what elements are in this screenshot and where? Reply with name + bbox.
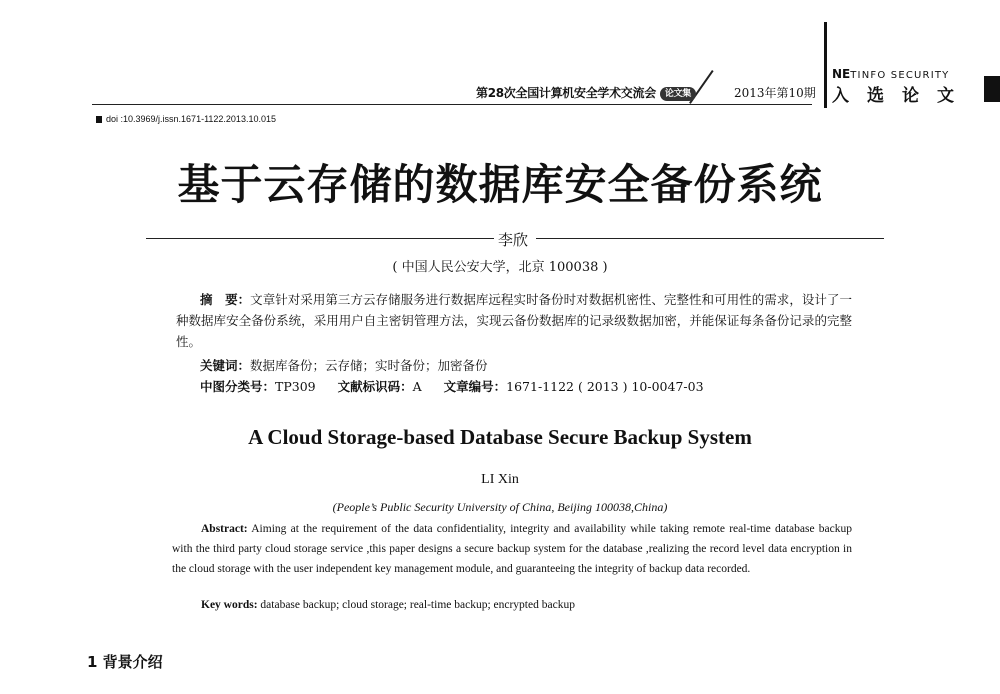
abstract-en-text: Aiming at the requirement of the data confidentiality, integrity and availability while taking remote real-time database backup with the third party cloud storage service ,this paper designs a secure backup system for the database ,realizing the record level data encryption in the cloud storage with the user independent key management module, and guaranteeing the integrity of backup data recorded. (172, 523, 853, 575)
conference-name (476, 84, 696, 101)
article-value: 1671-1122 ( 2013 ) 10-0047-03 (506, 379, 704, 394)
doi-line (96, 114, 276, 124)
journal-brand-logo (832, 67, 949, 81)
brand-info-security: TINFO SECURITY (850, 70, 950, 81)
section-heading: 1 背景介绍 (87, 653, 163, 671)
doc-value: A (412, 379, 422, 394)
abstract-en-label: Abstract: (201, 523, 248, 535)
clc-value: TP309 (275, 379, 316, 394)
keywords-en (201, 599, 575, 611)
keywords-cn-label: 关键词： (200, 358, 251, 373)
document-code (338, 379, 422, 394)
author-name-cn: 李欣 (498, 231, 529, 249)
abstract-cn (176, 289, 852, 352)
header-rule (92, 104, 812, 105)
abstract-cn-label: 摘 要： (200, 292, 251, 307)
abstract-cn-text: 文章针对采用第三方云存储服务进行数据库远程实时备份时对数据机密性、完整性和可用性的需求，设计了一种数据库安全备份系统，采用用户自主密钥管理方法，实现云备份数据库的记录级数据加密，并能保证每条备份记录的完整性。 (176, 292, 852, 349)
classification-line (200, 377, 722, 395)
brand-vertical-bar (824, 22, 827, 108)
conference-title: 第28次全国计算机安全学术交流会 (476, 86, 656, 100)
doc-label: 文献标识码： (337, 379, 413, 394)
brand-net: NE (832, 67, 851, 81)
doi-text: doi :10.3969/j.issn.1671-1122.2013.10.015 (106, 114, 276, 124)
affiliation-cn: ( 中国人民公安大学，北京 100038 ) (392, 260, 608, 275)
brand-black-block (984, 76, 1000, 102)
keywords-en-text: database backup; cloud storage; real-time backup; encrypted backup (260, 599, 575, 611)
affiliation-en: (People’s Public Security University of China, Beijing 100038,China) (332, 500, 668, 514)
author-line-cn (146, 229, 884, 249)
clc-label: 中图分类号： (200, 379, 276, 394)
proceedings-badge: 论文集 (660, 87, 696, 101)
article-label: 文章编号： (443, 379, 507, 394)
author-name-en: LI Xin (481, 472, 519, 487)
clc-number (200, 379, 316, 394)
paper-title-cn: 基于云存储的数据库安全备份系统 (177, 160, 823, 209)
keywords-cn-text: 数据库备份；云存储；实时备份；加密备份 (250, 358, 488, 373)
author-rule-left (146, 238, 494, 239)
author-rule-right (536, 238, 884, 239)
abstract-en (172, 519, 852, 579)
paper-title-en: A Cloud Storage-based Database Secure Backup System (248, 425, 752, 449)
journal-issue: 2013年第10期 (734, 86, 816, 100)
doi-square-icon (96, 116, 102, 123)
keywords-cn (200, 356, 488, 374)
keywords-en-label: Key words: (201, 599, 258, 611)
section-label: 入选论文 (832, 86, 972, 106)
article-number (444, 379, 704, 394)
